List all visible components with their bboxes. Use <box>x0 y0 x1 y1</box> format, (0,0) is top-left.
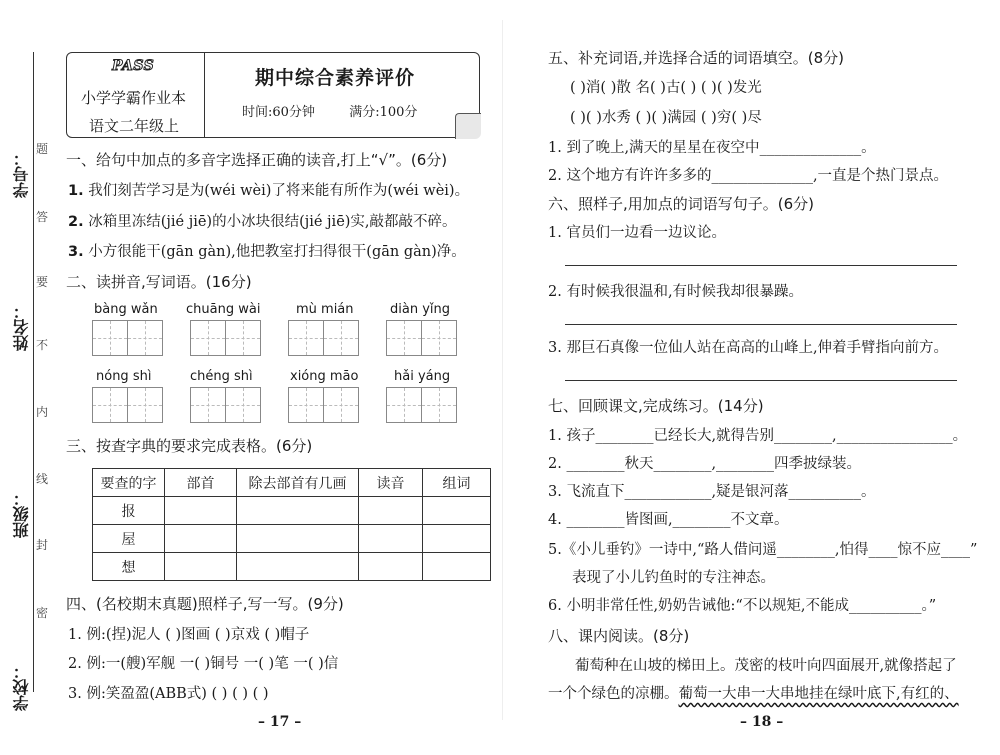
book-title: 小学学霸作业本 <box>81 89 187 107</box>
s7-item-5: 5.《小儿垂钓》一诗中,“路人借问遥________,怕得____惊不应____” <box>548 542 978 558</box>
write-box[interactable] <box>421 320 457 356</box>
answer-cell[interactable] <box>237 497 359 525</box>
s7-item-1: 1. 孩子________已经长大,就得告别________,________________。 <box>548 428 968 444</box>
seal-char: 封 <box>36 538 49 552</box>
label-student-id: 学号： <box>12 150 31 198</box>
pinyin-label: xióng māo <box>290 369 359 384</box>
answer-line[interactable] <box>565 380 957 381</box>
table-cell: 想 <box>93 553 165 581</box>
answer-cell[interactable] <box>237 525 359 553</box>
answer-line[interactable] <box>565 265 957 266</box>
table-header-row <box>93 469 491 497</box>
table-row <box>93 525 491 553</box>
header-divider <box>204 53 205 137</box>
pinyin-label: chéng shì <box>190 369 253 384</box>
exam-meta <box>242 101 417 120</box>
answer-cell[interactable] <box>359 553 423 581</box>
label-class: 班级： <box>12 490 31 538</box>
s1-item-3: 3. 小方很能干(gān gàn),他把教室打扫得很干(gān gàn)净。 <box>68 244 466 260</box>
seal-char: 答 <box>36 210 49 224</box>
s4-item-2: 2. 例:一(艘)军舰 一( )铜号 一( )笔 一( )信 <box>68 656 339 672</box>
label-name: 姓名： <box>12 303 31 351</box>
s6-example-2: 2. 有时候我很温和,有时候我却很暴躁。 <box>548 284 804 300</box>
page-curl <box>455 113 481 139</box>
write-box[interactable] <box>92 320 128 356</box>
answer-cell[interactable] <box>423 553 491 581</box>
seal-char: 要 <box>36 275 49 289</box>
write-box[interactable] <box>323 320 359 356</box>
s4-item-3: 3. 例:笑盈盈(ABB式) ( ) ( ) ( ) <box>68 686 269 702</box>
section-8-title: 八、课内阅读。(8分) <box>548 627 690 645</box>
section-2-title: 二、读拼音,写词语。(16分) <box>66 273 252 291</box>
answer-line[interactable] <box>565 324 957 325</box>
book-subtitle: 语文二年级上 <box>89 117 180 135</box>
s7-item-3: 3. 飞流直下____________,疑是银河落__________。 <box>548 484 876 500</box>
answer-cell[interactable] <box>165 553 237 581</box>
write-box[interactable] <box>92 387 128 423</box>
s6-example-1: 1. 官员们一边看一边议论。 <box>548 225 726 241</box>
s1-item-1: 1. 我们刻苦学习是为(wéi wèi)了将来能有所作为(wéi wèi)。 <box>68 183 470 199</box>
section-6-title: 六、照样子,用加点的词语写句子。(6分) <box>548 195 815 213</box>
table-row <box>93 553 491 581</box>
table-header: 要查的字 <box>93 469 165 497</box>
exam-score: 满分:100分 <box>349 105 418 120</box>
write-box[interactable] <box>421 387 457 423</box>
s7-item-6: 6. 小明非常任性,奶奶告诫他:“不以规矩,不能成__________。” <box>548 598 937 614</box>
write-box[interactable] <box>190 320 226 356</box>
table-cell: 屋 <box>93 525 165 553</box>
pinyin-label: chuāng wài <box>186 302 261 317</box>
table-header: 组词 <box>423 469 491 497</box>
section-1-title: 一、给句中加点的多音字选择正确的读音,打上“√”。(6分) <box>66 151 448 169</box>
write-box[interactable] <box>127 387 163 423</box>
seal-char: 不 <box>36 338 49 352</box>
s5-words-row-2: ( )( )水秀 ( )( )满园 ( )穷( )尽 <box>570 110 762 126</box>
write-box[interactable] <box>225 387 261 423</box>
exam-title: 期中综合素养评价 <box>255 67 416 89</box>
s5-question-2: 2. 这个地方有许许多多的______________,一直是个热门景点。 <box>548 168 949 184</box>
write-box[interactable] <box>288 320 324 356</box>
pass-logo: PASS <box>112 58 155 74</box>
reading-paragraph-line-2: 一个个绿色的凉棚。葡萄一大串一大串地挂在绿叶底下,有红的、 <box>548 686 959 702</box>
pinyin-label: hǎi yáng <box>394 369 451 384</box>
write-box[interactable] <box>386 320 422 356</box>
write-box[interactable] <box>323 387 359 423</box>
s4-item-1: 1. 例:(捏)泥人 ( )图画 ( )京戏 ( )帽子 <box>68 627 310 643</box>
pinyin-label: nóng shì <box>96 369 152 384</box>
write-box[interactable] <box>288 387 324 423</box>
page-number-left: – 17 – <box>258 714 302 730</box>
exam-time: 时间:60分钟 <box>242 105 315 120</box>
answer-cell[interactable] <box>423 497 491 525</box>
s5-words-row-1: ( )消( )散 名( )古( ) ( )( )发光 <box>570 80 762 96</box>
dictionary-table <box>92 468 491 581</box>
pinyin-label: bàng wǎn <box>94 302 158 317</box>
write-box[interactable] <box>127 320 163 356</box>
table-cell: 报 <box>93 497 165 525</box>
page-gutter <box>502 20 503 720</box>
table-row <box>93 497 491 525</box>
table-header: 部首 <box>165 469 237 497</box>
s5-question-1: 1. 到了晚上,满天的星星在夜空中______________。 <box>548 140 876 156</box>
page-number-right: – 18 – <box>740 714 784 730</box>
exam-header <box>66 52 480 138</box>
s1-item-2: 2. 冰箱里冻结(jié jiē)的小冰块很结(jié jiē)实,敲都敲不碎。 <box>68 214 457 230</box>
seal-char: 题 <box>36 142 49 156</box>
seal-char: 密 <box>36 606 49 620</box>
section-4-title: 四、(名校期末真题)照样子,写一写。(9分) <box>66 595 344 613</box>
answer-cell[interactable] <box>359 525 423 553</box>
section-7-title: 七、回顾课文,完成练习。(14分) <box>548 397 764 415</box>
label-school: 学校： <box>12 663 31 711</box>
margin-line <box>33 52 34 692</box>
answer-cell[interactable] <box>237 553 359 581</box>
table-header: 除去部首有几画 <box>237 469 359 497</box>
answer-cell[interactable] <box>165 525 237 553</box>
s7-item-5-cont: 表现了小儿钓鱼时的专注神态。 <box>572 570 775 586</box>
s7-item-2: 2. ________秋天________,________四季披绿装。 <box>548 456 862 472</box>
answer-cell[interactable] <box>165 497 237 525</box>
answer-cell[interactable] <box>423 525 491 553</box>
table-header: 读音 <box>359 469 423 497</box>
s7-item-4: 4. ________皆图画,________不文章。 <box>548 512 789 528</box>
pinyin-label: diàn yǐng <box>390 302 450 317</box>
s6-example-3: 3. 那巨石真像一位仙人站在高高的山峰上,伸着手臂指向前方。 <box>548 340 949 356</box>
write-box[interactable] <box>225 320 261 356</box>
section-5-title: 五、补充词语,并选择合适的词语填空。(8分) <box>548 49 845 67</box>
section-3-title: 三、按查字典的要求完成表格。(6分) <box>66 437 313 455</box>
write-box[interactable] <box>386 387 422 423</box>
answer-cell[interactable] <box>359 497 423 525</box>
reading-paragraph-line-1: 葡萄种在山坡的梯田上。茂密的枝叶向四面展开,就像搭起了 <box>575 658 957 674</box>
pinyin-label: mù mián <box>296 302 354 317</box>
seal-char: 线 <box>36 472 49 486</box>
seal-char: 内 <box>36 405 49 419</box>
write-box[interactable] <box>190 387 226 423</box>
